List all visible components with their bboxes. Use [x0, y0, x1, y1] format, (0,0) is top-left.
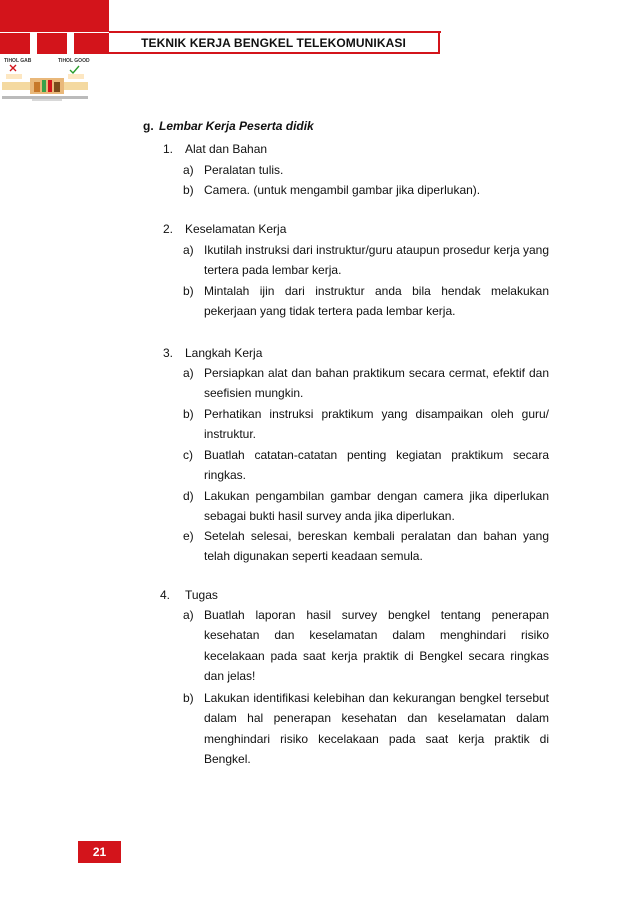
header-red-bar	[0, 0, 109, 32]
item-text: Buatlah catatan-catatan penting kegiatan praktikum secara ringkas.	[204, 448, 549, 483]
item-text: Peralatan tulis.	[204, 163, 284, 177]
list-item	[183, 363, 549, 404]
item-letter: b)	[183, 284, 194, 298]
list-item	[183, 526, 549, 567]
item-text: Mintalah ijin dari instruktur anda bila hendak melakukan pekerjaan yang tidak tertera pada lembar kerja.	[204, 284, 549, 319]
group-keselamatan-kerja	[163, 222, 543, 236]
item-letter: b)	[183, 407, 194, 421]
list-item	[183, 160, 549, 180]
section-letter: g.	[143, 119, 154, 133]
group-number: 3.	[163, 346, 174, 360]
item-letter: a)	[183, 243, 194, 257]
group-title: Langkah Kerja	[185, 346, 263, 360]
item-text: Camera. (untuk mengambil gambar jika diperlukan).	[204, 183, 481, 197]
item-letter: a)	[183, 163, 194, 177]
item-letter: b)	[183, 183, 194, 197]
group-number: 4.	[160, 588, 171, 602]
header-square	[0, 33, 30, 54]
header-square	[74, 33, 109, 54]
soldering-illustration	[0, 56, 91, 106]
list-item	[183, 404, 549, 445]
item-letter: d)	[183, 489, 194, 503]
list-item	[183, 605, 549, 687]
item-letter: c)	[183, 448, 193, 462]
group-number: 2.	[163, 222, 174, 236]
group-title: Keselamatan Kerja	[185, 222, 287, 236]
item-text: Persiapkan alat dan bahan praktikum secara cermat, efektif dan seefisien mungkin.	[204, 366, 549, 401]
group-tugas	[160, 588, 540, 602]
item-text: Lakukan pengambilan gambar dengan camera jika diperlukan sebagai bukti hasil survey anda jika diperlukan.	[204, 489, 549, 524]
list-item	[183, 445, 549, 486]
section-title	[143, 119, 314, 133]
header-square	[37, 33, 67, 54]
item-letter: b)	[183, 691, 194, 705]
item-text: Perhatikan instruksi praktikum yang disampaikan oleh guru/ instruktur.	[204, 407, 549, 442]
illustration-label-right: TIHOL GOOD	[58, 58, 90, 64]
list-item	[183, 486, 549, 527]
section-title-text: Lembar Kerja Peserta didik	[159, 119, 314, 133]
group-title: Alat dan Bahan	[185, 142, 268, 156]
item-text: Ikutilah instruksi dari instruktur/guru ataupun prosedur kerja yang tertera pada lembar kerja.	[204, 243, 549, 278]
list-item	[183, 240, 549, 281]
item-letter: a)	[183, 366, 194, 380]
list-item	[183, 180, 549, 200]
item-letter: e)	[183, 529, 194, 543]
list-item	[183, 281, 549, 322]
item-text: Lakukan identifikasi kelebihan dan kekurangan bengkel tersebut dalam hal penerapan kesehatan dan keselamatan dalam menghindari risiko kecelakaan pada saat kerja praktik di Bengkel.	[204, 691, 549, 767]
group-number: 1.	[163, 142, 174, 156]
page-number: 21	[78, 841, 121, 863]
illustration-label-left: TIHOL GAB	[4, 58, 32, 64]
item-text: Setelah selesai, bereskan kembali peralatan dan bahan yang telah digunakan seperti keadaan semula.	[204, 529, 549, 564]
item-text: Buatlah laporan hasil survey bengkel tentang penerapan kesehatan dan keselamatan dalam menghindari risiko kecelakaan pada saat kerja praktik di Bengkel secara ringkas dan jelas!	[204, 608, 549, 684]
group-alat-dan-bahan	[163, 142, 543, 156]
group-langkah-kerja	[163, 346, 543, 360]
item-letter: a)	[183, 608, 194, 622]
list-item	[183, 688, 549, 770]
header-title: TEKNIK KERJA BENGKEL TELEKOMUNIKASI	[109, 33, 440, 54]
group-title: Tugas	[185, 588, 218, 602]
